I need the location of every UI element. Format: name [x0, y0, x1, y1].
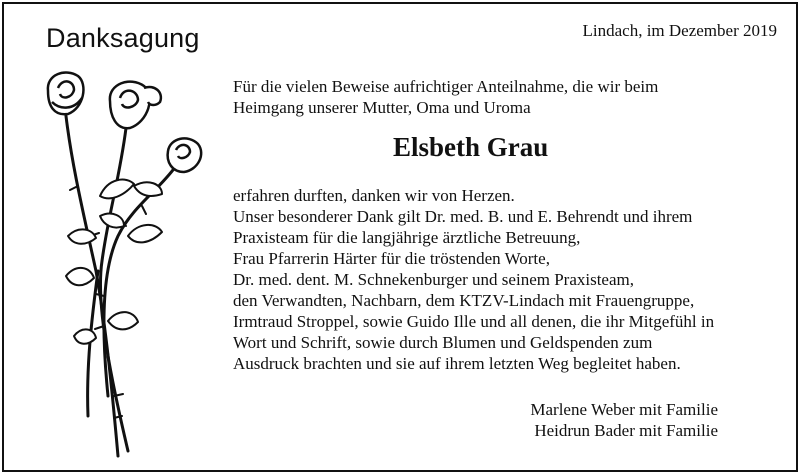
signature-line: Marlene Weber mit Familie [530, 400, 718, 419]
notice-frame [2, 2, 798, 472]
body-line: Praxisteam für die langjährige ärztliche Betreuung, [233, 228, 581, 247]
place-date: Lindach, im Dezember 2019 [582, 21, 777, 40]
body-line: Ausdruck brachten und sie auf ihrem letzten Weg begleitet haben. [233, 354, 681, 373]
body-line: Wort und Schrift, sowie durch Blumen und Geldspenden zum [233, 333, 653, 352]
body-line: Irmtraud Stroppel, sowie Guido Ille und all denen, die ihr Mitgefühl in [233, 312, 715, 331]
intro-text [233, 76, 753, 118]
body-line: Frau Pfarrerin Härter für die tröstenden Worte, [233, 249, 550, 268]
notice-title: Danksagung [46, 23, 200, 53]
signatures [530, 399, 718, 441]
intro-line: Heimgang unserer Mutter, Oma und Uroma [233, 98, 531, 117]
body-line: den Verwandten, Nachbarn, dem KTZV-Lindach mit Frauengruppe, [233, 291, 695, 310]
roses-icon [38, 66, 218, 471]
signature-line: Heidrun Bader mit Familie [534, 421, 718, 440]
deceased-name: Elsbeth Grau [393, 132, 549, 162]
body-line: erfahren durften, danken wir von Herzen. [233, 186, 515, 205]
intro-line: Für die vielen Beweise aufrichtiger Anteilnahme, die wir beim [233, 77, 659, 96]
body-line: Unser besonderer Dank gilt Dr. med. B. und E. Behrendt und ihrem [233, 207, 693, 226]
body-line: Dr. med. dent. M. Schnekenburger und seinem Praxisteam, [233, 270, 634, 289]
body-text [233, 185, 763, 374]
